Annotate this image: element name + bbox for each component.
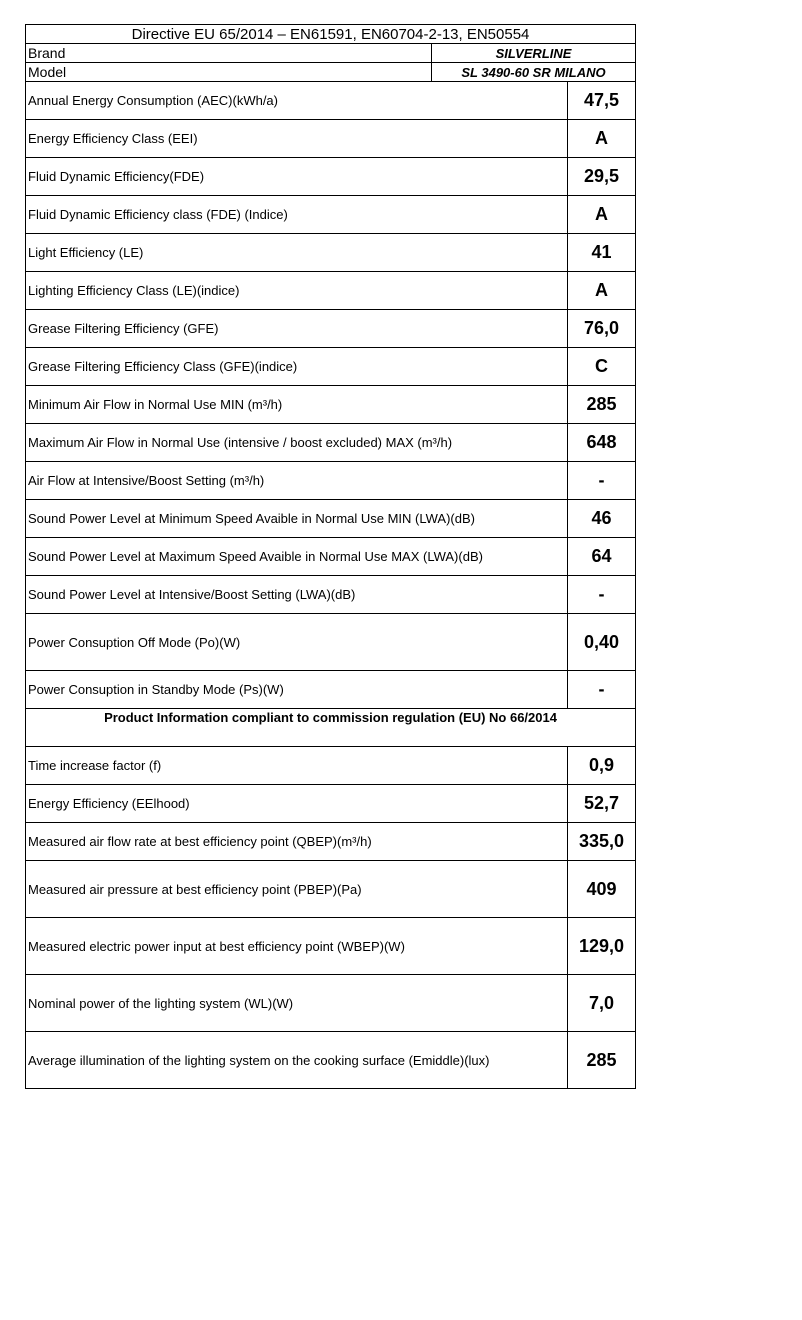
table-row <box>26 424 636 462</box>
row-label: Annual Energy Consumption (AEC)(kWh/a) <box>26 82 568 120</box>
row-label: Measured air pressure at best efficiency point (PBEP)(Pa) <box>26 861 568 918</box>
row-label: Minimum Air Flow in Normal Use MIN (m³/h) <box>26 386 568 424</box>
row-value: 7,0 <box>568 975 636 1032</box>
row-label: Power Consuption in Standby Mode (Ps)(W) <box>26 671 568 709</box>
row-value: A <box>568 196 636 234</box>
table-row <box>26 823 636 861</box>
row-value: 129,0 <box>568 918 636 975</box>
row-value: 285 <box>568 386 636 424</box>
table-row <box>26 158 636 196</box>
table-row <box>26 861 636 918</box>
table-row <box>26 196 636 234</box>
row-label: Measured air flow rate at best efficiency point (QBEP)(m³/h) <box>26 823 568 861</box>
row-label: Energy Efficiency (EElhood) <box>26 785 568 823</box>
table-row <box>26 785 636 823</box>
row-label: Air Flow at Intensive/Boost Setting (m³/h) <box>26 462 568 500</box>
directive-row <box>26 25 636 44</box>
row-value: 52,7 <box>568 785 636 823</box>
table-row <box>26 671 636 709</box>
table-row <box>26 918 636 975</box>
table-row <box>26 120 636 158</box>
row-value: A <box>568 120 636 158</box>
row-value: 285 <box>568 1032 636 1089</box>
row-value: C <box>568 348 636 386</box>
product-info-table <box>25 24 636 1089</box>
row-label: Sound Power Level at Intensive/Boost Setting (LWA)(dB) <box>26 576 568 614</box>
row-label: Sound Power Level at Minimum Speed Avaible in Normal Use MIN (LWA)(dB) <box>26 500 568 538</box>
table-row <box>26 82 636 120</box>
row-label: Time increase factor (f) <box>26 747 568 785</box>
section-heading-row <box>26 709 636 747</box>
row-value: 46 <box>568 500 636 538</box>
table-row <box>26 310 636 348</box>
section-heading: Product Information compliant to commission regulation (EU) No 66/2014 <box>26 709 636 747</box>
row-value: 29,5 <box>568 158 636 196</box>
table-row <box>26 747 636 785</box>
row-value: 335,0 <box>568 823 636 861</box>
row-label: Nominal power of the lighting system (WL)(W) <box>26 975 568 1032</box>
row-value: 64 <box>568 538 636 576</box>
row-label: Sound Power Level at Maximum Speed Avaible in Normal Use MAX (LWA)(dB) <box>26 538 568 576</box>
table-row <box>26 234 636 272</box>
brand-label: Brand <box>26 44 432 63</box>
table-row <box>26 272 636 310</box>
row-value: 76,0 <box>568 310 636 348</box>
model-label: Model <box>26 63 432 82</box>
row-value: 409 <box>568 861 636 918</box>
row-value: 47,5 <box>568 82 636 120</box>
table-row <box>26 975 636 1032</box>
row-value: A <box>568 272 636 310</box>
row-label: Average illumination of the lighting system on the cooking surface (Emiddle)(lux) <box>26 1032 568 1089</box>
brand-row <box>26 44 636 63</box>
table-row <box>26 386 636 424</box>
table-row <box>26 500 636 538</box>
table-row <box>26 462 636 500</box>
table-row <box>26 1032 636 1089</box>
directive-title: Directive EU 65/2014 – EN61591, EN60704-2-13, EN50554 <box>26 25 636 44</box>
row-value: - <box>568 462 636 500</box>
row-label: Grease Filtering Efficiency (GFE) <box>26 310 568 348</box>
row-value: 0,40 <box>568 614 636 671</box>
row-label: Power Consuption Off Mode (Po)(W) <box>26 614 568 671</box>
row-label: Energy Efficiency Class (EEI) <box>26 120 568 158</box>
table-row <box>26 348 636 386</box>
row-value: 0,9 <box>568 747 636 785</box>
table-row <box>26 538 636 576</box>
row-label: Lighting Efficiency Class (LE)(indice) <box>26 272 568 310</box>
brand-value: SILVERLINE <box>432 44 636 63</box>
row-label: Measured electric power input at best efficiency point (WBEP)(W) <box>26 918 568 975</box>
table-row <box>26 614 636 671</box>
row-label: Fluid Dynamic Efficiency(FDE) <box>26 158 568 196</box>
row-label: Fluid Dynamic Efficiency class (FDE) (Indice) <box>26 196 568 234</box>
row-value: - <box>568 671 636 709</box>
table-row <box>26 576 636 614</box>
row-value: - <box>568 576 636 614</box>
row-label: Grease Filtering Efficiency Class (GFE)(indice) <box>26 348 568 386</box>
row-label: Light Efficiency (LE) <box>26 234 568 272</box>
model-row <box>26 63 636 82</box>
model-value: SL 3490-60 SR MILANO <box>432 63 636 82</box>
row-value: 648 <box>568 424 636 462</box>
row-value: 41 <box>568 234 636 272</box>
row-label: Maximum Air Flow in Normal Use (intensive / boost excluded) MAX (m³/h) <box>26 424 568 462</box>
